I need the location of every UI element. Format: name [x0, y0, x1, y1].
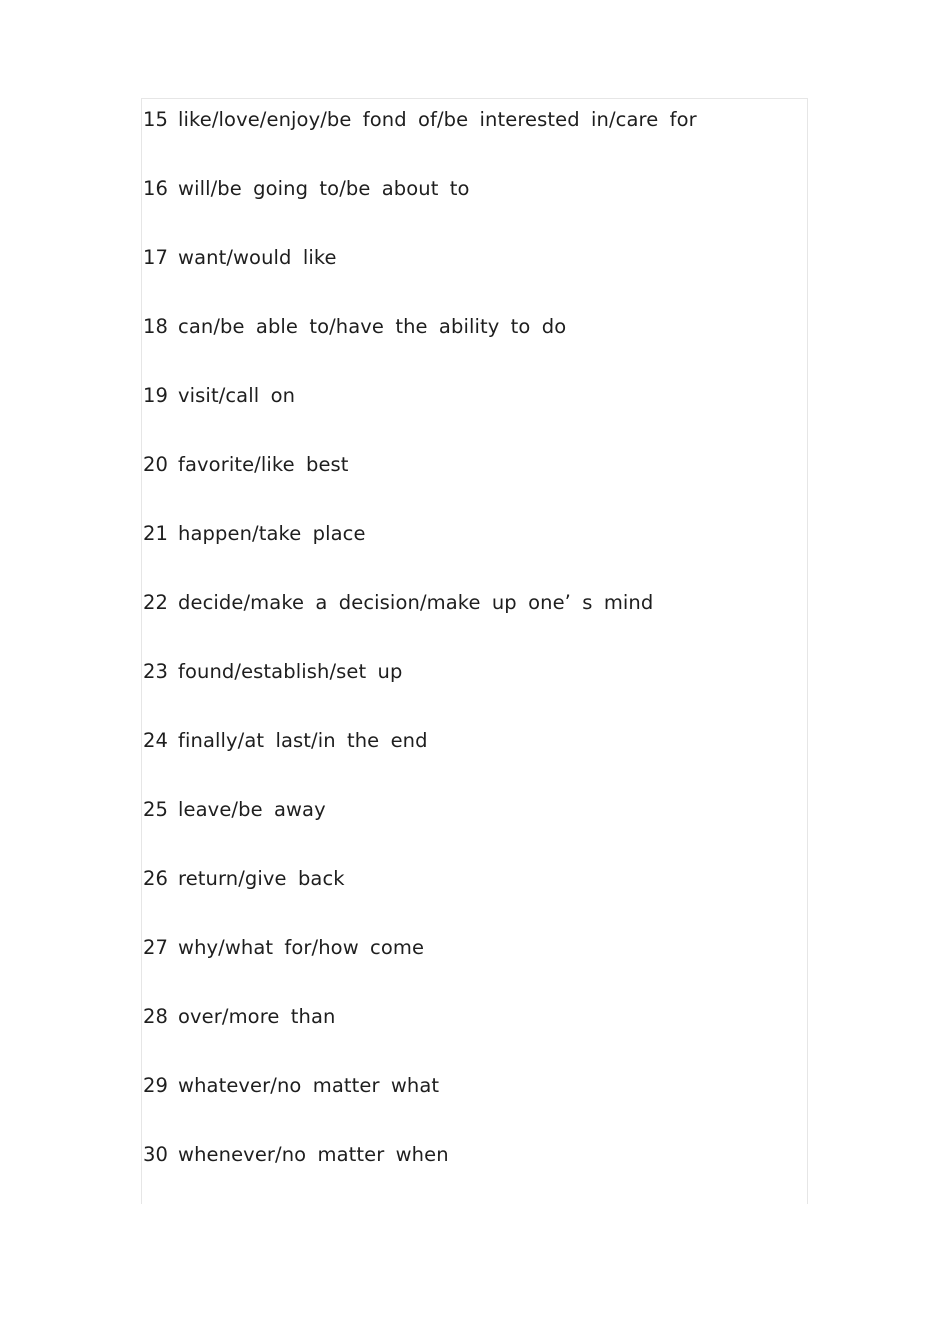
item-number: 21 [143, 522, 169, 545]
list-item [143, 727, 803, 796]
item-number: 24 [143, 729, 169, 752]
item-number: 16 [143, 177, 169, 200]
item-text: like/love/enjoy/be fond of/be interested in/care for [178, 108, 697, 131]
item-text: return/give back [178, 867, 345, 890]
item-text: finally/at last/in the end [178, 729, 428, 752]
item-text: why/what for/how come [178, 936, 425, 959]
item-text: whatever/no matter what [178, 1074, 440, 1097]
item-number: 15 [143, 108, 169, 131]
item-number: 22 [143, 591, 169, 614]
item-number: 20 [143, 453, 169, 476]
list-item [143, 520, 803, 589]
list-item [143, 382, 803, 451]
list-item [143, 1072, 803, 1141]
list-item [143, 589, 803, 658]
item-number: 27 [143, 936, 169, 959]
list-item [143, 175, 803, 244]
list-item [143, 658, 803, 727]
item-text: favorite/like best [178, 453, 349, 476]
list-item [143, 865, 803, 934]
item-number: 19 [143, 384, 169, 407]
item-number: 18 [143, 315, 169, 338]
item-number: 30 [143, 1143, 169, 1166]
item-number: 23 [143, 660, 169, 683]
item-text: visit/call on [178, 384, 296, 407]
list-item [143, 796, 803, 865]
item-text: happen/take place [178, 522, 366, 545]
item-text: found/establish/set up [178, 660, 403, 683]
list-item [143, 244, 803, 313]
list-item [143, 313, 803, 382]
item-number: 29 [143, 1074, 169, 1097]
item-text: want/would like [178, 246, 337, 269]
list-item [143, 1003, 803, 1072]
item-number: 28 [143, 1005, 169, 1028]
item-text: over/more than [178, 1005, 336, 1028]
list-item [143, 934, 803, 1003]
item-number: 26 [143, 867, 169, 890]
item-text: whenever/no matter when [178, 1143, 449, 1166]
item-number: 17 [143, 246, 169, 269]
item-text: can/be able to/have the ability to do [178, 315, 567, 338]
item-text: will/be going to/be about to [178, 177, 470, 200]
list-item [143, 106, 803, 175]
phrase-list [143, 106, 803, 1210]
list-item [143, 451, 803, 520]
item-number: 25 [143, 798, 169, 821]
item-text: leave/be away [178, 798, 326, 821]
item-text: decide/make a decision/make up one’ s mind [178, 591, 654, 614]
list-item [143, 1141, 803, 1210]
